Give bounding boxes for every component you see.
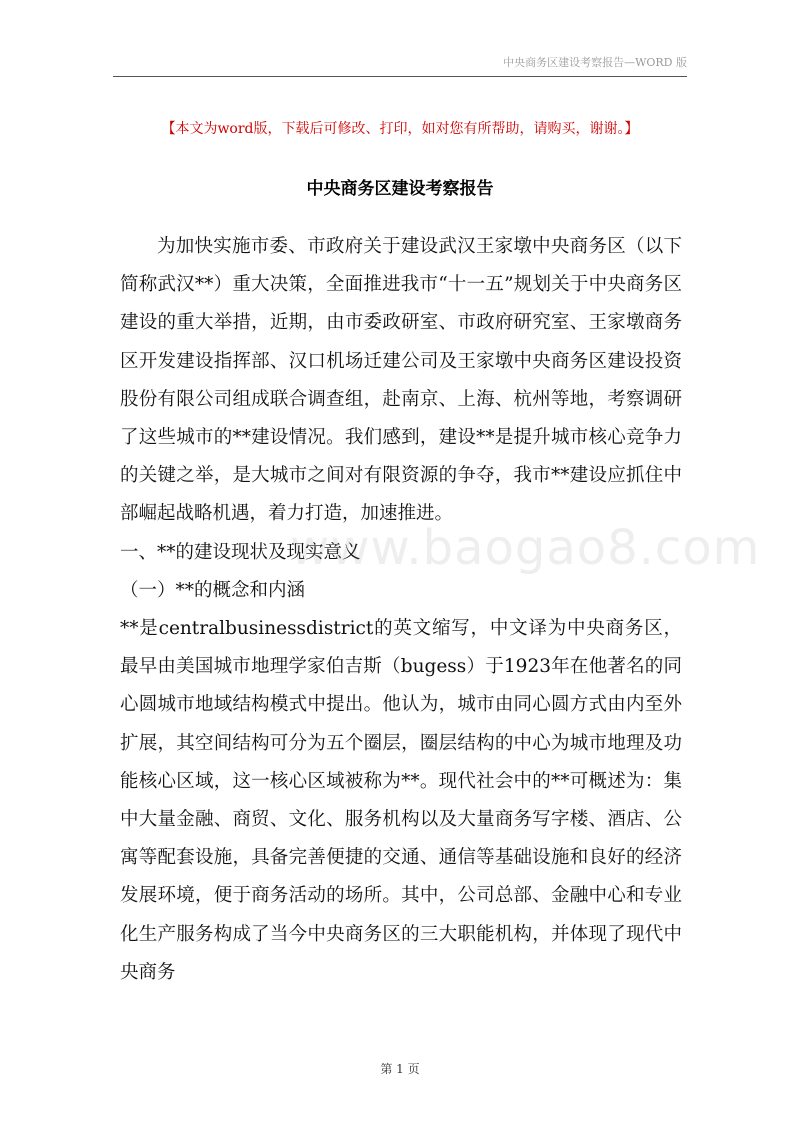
purchase-notice: 【本文为word版，下载后可修改、打印，如对您有所帮助，请购买，谢谢。】 <box>161 121 639 137</box>
definition-paragraph: **是centralbusinessdistrict的英文缩写，中文译为中央商务区，最早由美国城市地理学家伯吉斯（bugess）于1923年在他著名的同心圆城市地域结构模式中提出。他认为，城市由同心圆方式由内至外扩展，其空间结构可分为五个圈层，圈层结构的中心为城市地理及功能核心区域，这一核心区域被称为**。现代社会中的**可概述为：集中大量金融、商贸、文化、服务机构以及大量商务写字楼、酒店、公寓等配套设施，具备完善便捷的交通、通信等基础设施和良好的经济发展环境，便于商务活动的场所。其中，公司总部、金融中心和专业化生产服务构成了当今中央商务区的三大职能机构，并体现了现代中央商务 <box>120 618 682 983</box>
site-watermark: www.baogao8.com <box>290 520 761 576</box>
section-heading-1: 一、**的建设现状及现实意义 <box>120 541 361 563</box>
subsection-heading-1: （一）**的概念和内涵 <box>120 579 306 601</box>
page-header-title: 中央商务区建设考察报告—WORD 版 <box>503 56 687 69</box>
document-body <box>120 228 682 992</box>
header-divider <box>113 76 687 77</box>
document-title: 中央商务区建设考察报告 <box>306 179 494 199</box>
intro-paragraph: 为加快实施市委、市政府关于建设武汉王家墩中央商务区（以下简称武汉**）重大决策，全面推进我市“十一五”规划关于中央商务区建设的重大举措，近期，由市委政研室、市政府研究室、王家墩商务区开发建设指挥部、汉口机场迁建公司及王家墩中央商务区建设投资股份有限公司组成联合调查组，赴南京、上海、杭州等地，考察调研了这些城市的**建设情况。我们感到，建设**是提升城市核心竞争力的关键之举，是大城市之间对有限资源的争夺，我市**建设应抓住中部崛起战略机遇，着力打造，加速推进。 <box>120 236 682 525</box>
page-number: 第 1 页 <box>380 1062 420 1076</box>
